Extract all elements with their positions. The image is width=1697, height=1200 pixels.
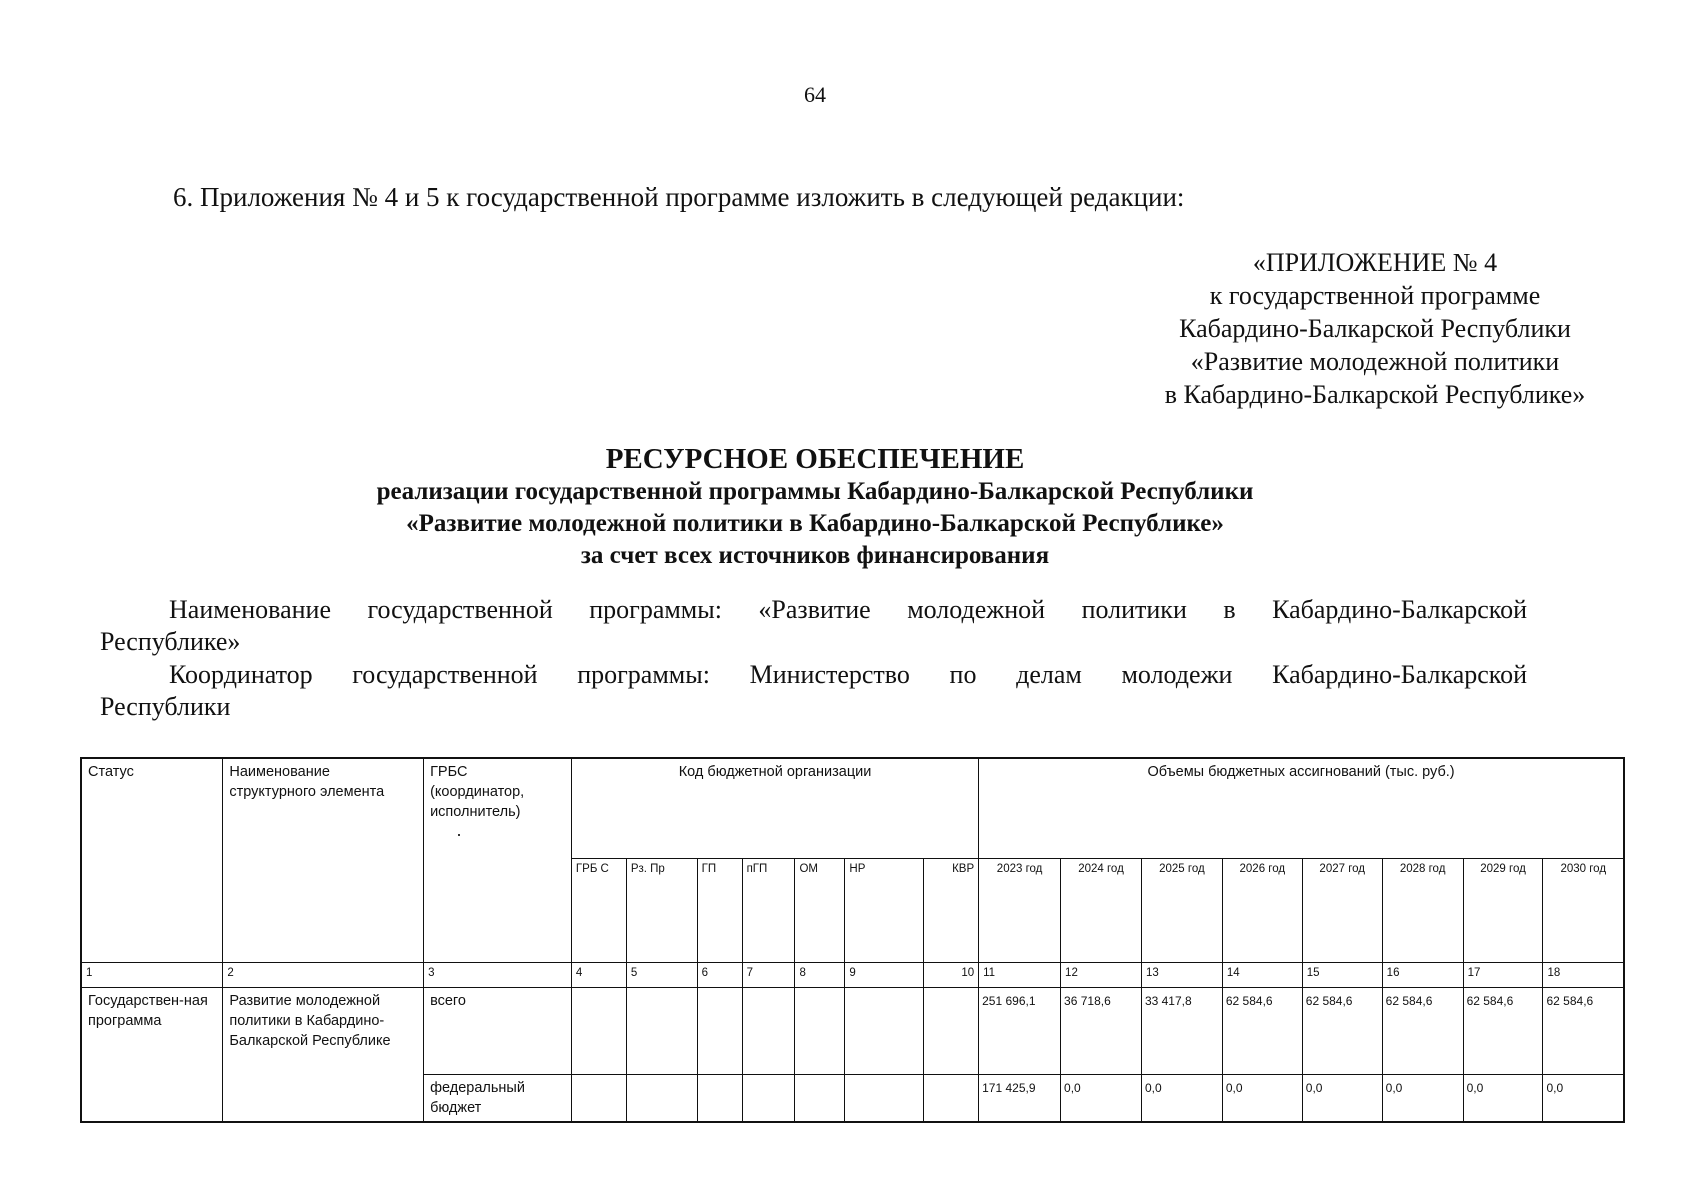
value-cell: 0,0 — [1463, 1074, 1543, 1122]
column-number: 4 — [571, 962, 626, 987]
resource-table — [80, 757, 1625, 1123]
column-number: 2 — [223, 962, 424, 987]
value-cell: 0,0 — [1302, 1074, 1382, 1122]
appendix-block — [1080, 246, 1670, 411]
year-col-header: 2025 год — [1141, 858, 1222, 962]
header-volumes: Объемы бюджетных ассигнований (тыс. руб.) — [979, 758, 1624, 858]
column-number: 5 — [626, 962, 697, 987]
value-cell: 62 584,6 — [1222, 987, 1302, 1074]
value-cell: 251 696,1 — [979, 987, 1061, 1074]
empty-cell — [795, 987, 845, 1074]
empty-cell — [742, 987, 795, 1074]
year-col-header: 2024 год — [1061, 858, 1142, 962]
appendix-line: к государственной программе — [1209, 281, 1541, 310]
appendix-line: «ПРИЛОЖЕНИЕ № 4 — [1252, 248, 1498, 277]
coordinator-line: Координатор государственной программы: Министерство по делам молодежи Кабардино-Балкарской — [169, 660, 1527, 689]
year-col-header: 2030 год — [1543, 858, 1624, 962]
column-number: 12 — [1061, 962, 1142, 987]
code-col-header: КВР — [924, 858, 979, 962]
empty-cell — [924, 1074, 979, 1122]
column-number: 10 — [924, 962, 979, 987]
empty-cell — [571, 987, 626, 1074]
column-number: 11 — [979, 962, 1061, 987]
empty-cell — [626, 987, 697, 1074]
table-row — [81, 987, 1624, 1074]
empty-cell — [795, 1074, 845, 1122]
heading-line: реализации государственной программы Кабардино-Балкарской Республики — [376, 478, 1254, 505]
column-number: 17 — [1463, 962, 1543, 987]
row-element: Развитие молодежной политики в Кабардино-Балкарской Республике — [223, 987, 424, 1122]
heading-title: РЕСУРСНОЕ ОБЕСПЕЧЕНИЕ — [605, 443, 1025, 475]
program-name-paragraph — [100, 594, 1527, 658]
page-number: 64 — [804, 82, 826, 107]
heading-line: за счет всех источников финансирования — [580, 542, 1050, 569]
column-number: 15 — [1302, 962, 1382, 987]
value-cell: 33 417,8 — [1141, 987, 1222, 1074]
year-col-header: 2029 год — [1463, 858, 1543, 962]
column-number: 9 — [845, 962, 924, 987]
program-name-line: Наименование государственной программы: «Развитие молодежной политики в Кабардино-Балкарской — [169, 595, 1527, 624]
value-cell: 0,0 — [1222, 1074, 1302, 1122]
year-col-header: 2026 год — [1222, 858, 1302, 962]
coordinator-line: Республики — [100, 692, 231, 721]
year-col-header: 2028 год — [1382, 858, 1463, 962]
value-cell: 62 584,6 — [1382, 987, 1463, 1074]
heading-line: «Развитие молодежной политики в Кабардино-Балкарской Республике» — [406, 510, 1224, 537]
header-grbs: ГРБС (координатор, исполнитель) — [424, 758, 572, 962]
empty-cell — [697, 1074, 742, 1122]
empty-cell — [924, 987, 979, 1074]
year-col-header: 2023 год — [979, 858, 1061, 962]
column-number: 8 — [795, 962, 845, 987]
amendment-intro: 6. Приложения № 4 и 5 к государственной программе изложить в следующей редакции: — [173, 182, 1185, 212]
program-name-line: Республике» — [100, 627, 241, 656]
row-status: Государствен-ная программа — [81, 987, 223, 1122]
empty-cell — [742, 1074, 795, 1122]
value-cell: 62 584,6 — [1302, 987, 1382, 1074]
empty-cell — [626, 1074, 697, 1122]
column-number: 6 — [697, 962, 742, 987]
document-heading — [0, 442, 1630, 572]
row-source: федеральный бюджет — [424, 1074, 572, 1122]
value-cell: 36 718,6 — [1061, 987, 1142, 1074]
value-cell: 62 584,6 — [1463, 987, 1543, 1074]
empty-cell — [571, 1074, 626, 1122]
scan-dot — [458, 834, 460, 836]
column-number: 14 — [1222, 962, 1302, 987]
appendix-line: Кабардино-Балкарской Республики — [1179, 314, 1571, 343]
value-cell: 0,0 — [1543, 1074, 1624, 1122]
column-number: 3 — [424, 962, 572, 987]
code-col-header: НР — [845, 858, 924, 962]
value-cell: 0,0 — [1382, 1074, 1463, 1122]
value-cell: 62 584,6 — [1543, 987, 1624, 1074]
empty-cell — [845, 987, 924, 1074]
column-number: 13 — [1141, 962, 1222, 987]
code-col-header: ГРБ С — [571, 858, 626, 962]
value-cell: 0,0 — [1061, 1074, 1142, 1122]
appendix-line: «Развитие молодежной политики — [1190, 347, 1560, 376]
header-budget-code: Код бюджетной организации — [571, 758, 978, 858]
column-number: 1 — [81, 962, 223, 987]
empty-cell — [845, 1074, 924, 1122]
header-status: Статус — [81, 758, 223, 962]
year-col-header: 2027 год — [1302, 858, 1382, 962]
header-element: Наименование структурного элемента — [223, 758, 424, 962]
column-number: 7 — [742, 962, 795, 987]
value-cell: 171 425,9 — [979, 1074, 1061, 1122]
coordinator-paragraph — [100, 659, 1527, 723]
code-col-header: ГП — [697, 858, 742, 962]
appendix-line: в Кабардино-Балкарской Республике» — [1164, 380, 1586, 409]
code-col-header: пГП — [742, 858, 795, 962]
row-source: всего — [424, 987, 572, 1074]
column-number: 16 — [1382, 962, 1463, 987]
code-col-header: Рз. Пр — [626, 858, 697, 962]
empty-cell — [697, 987, 742, 1074]
column-number: 18 — [1543, 962, 1624, 987]
code-col-header: ОМ — [795, 858, 845, 962]
value-cell: 0,0 — [1141, 1074, 1222, 1122]
